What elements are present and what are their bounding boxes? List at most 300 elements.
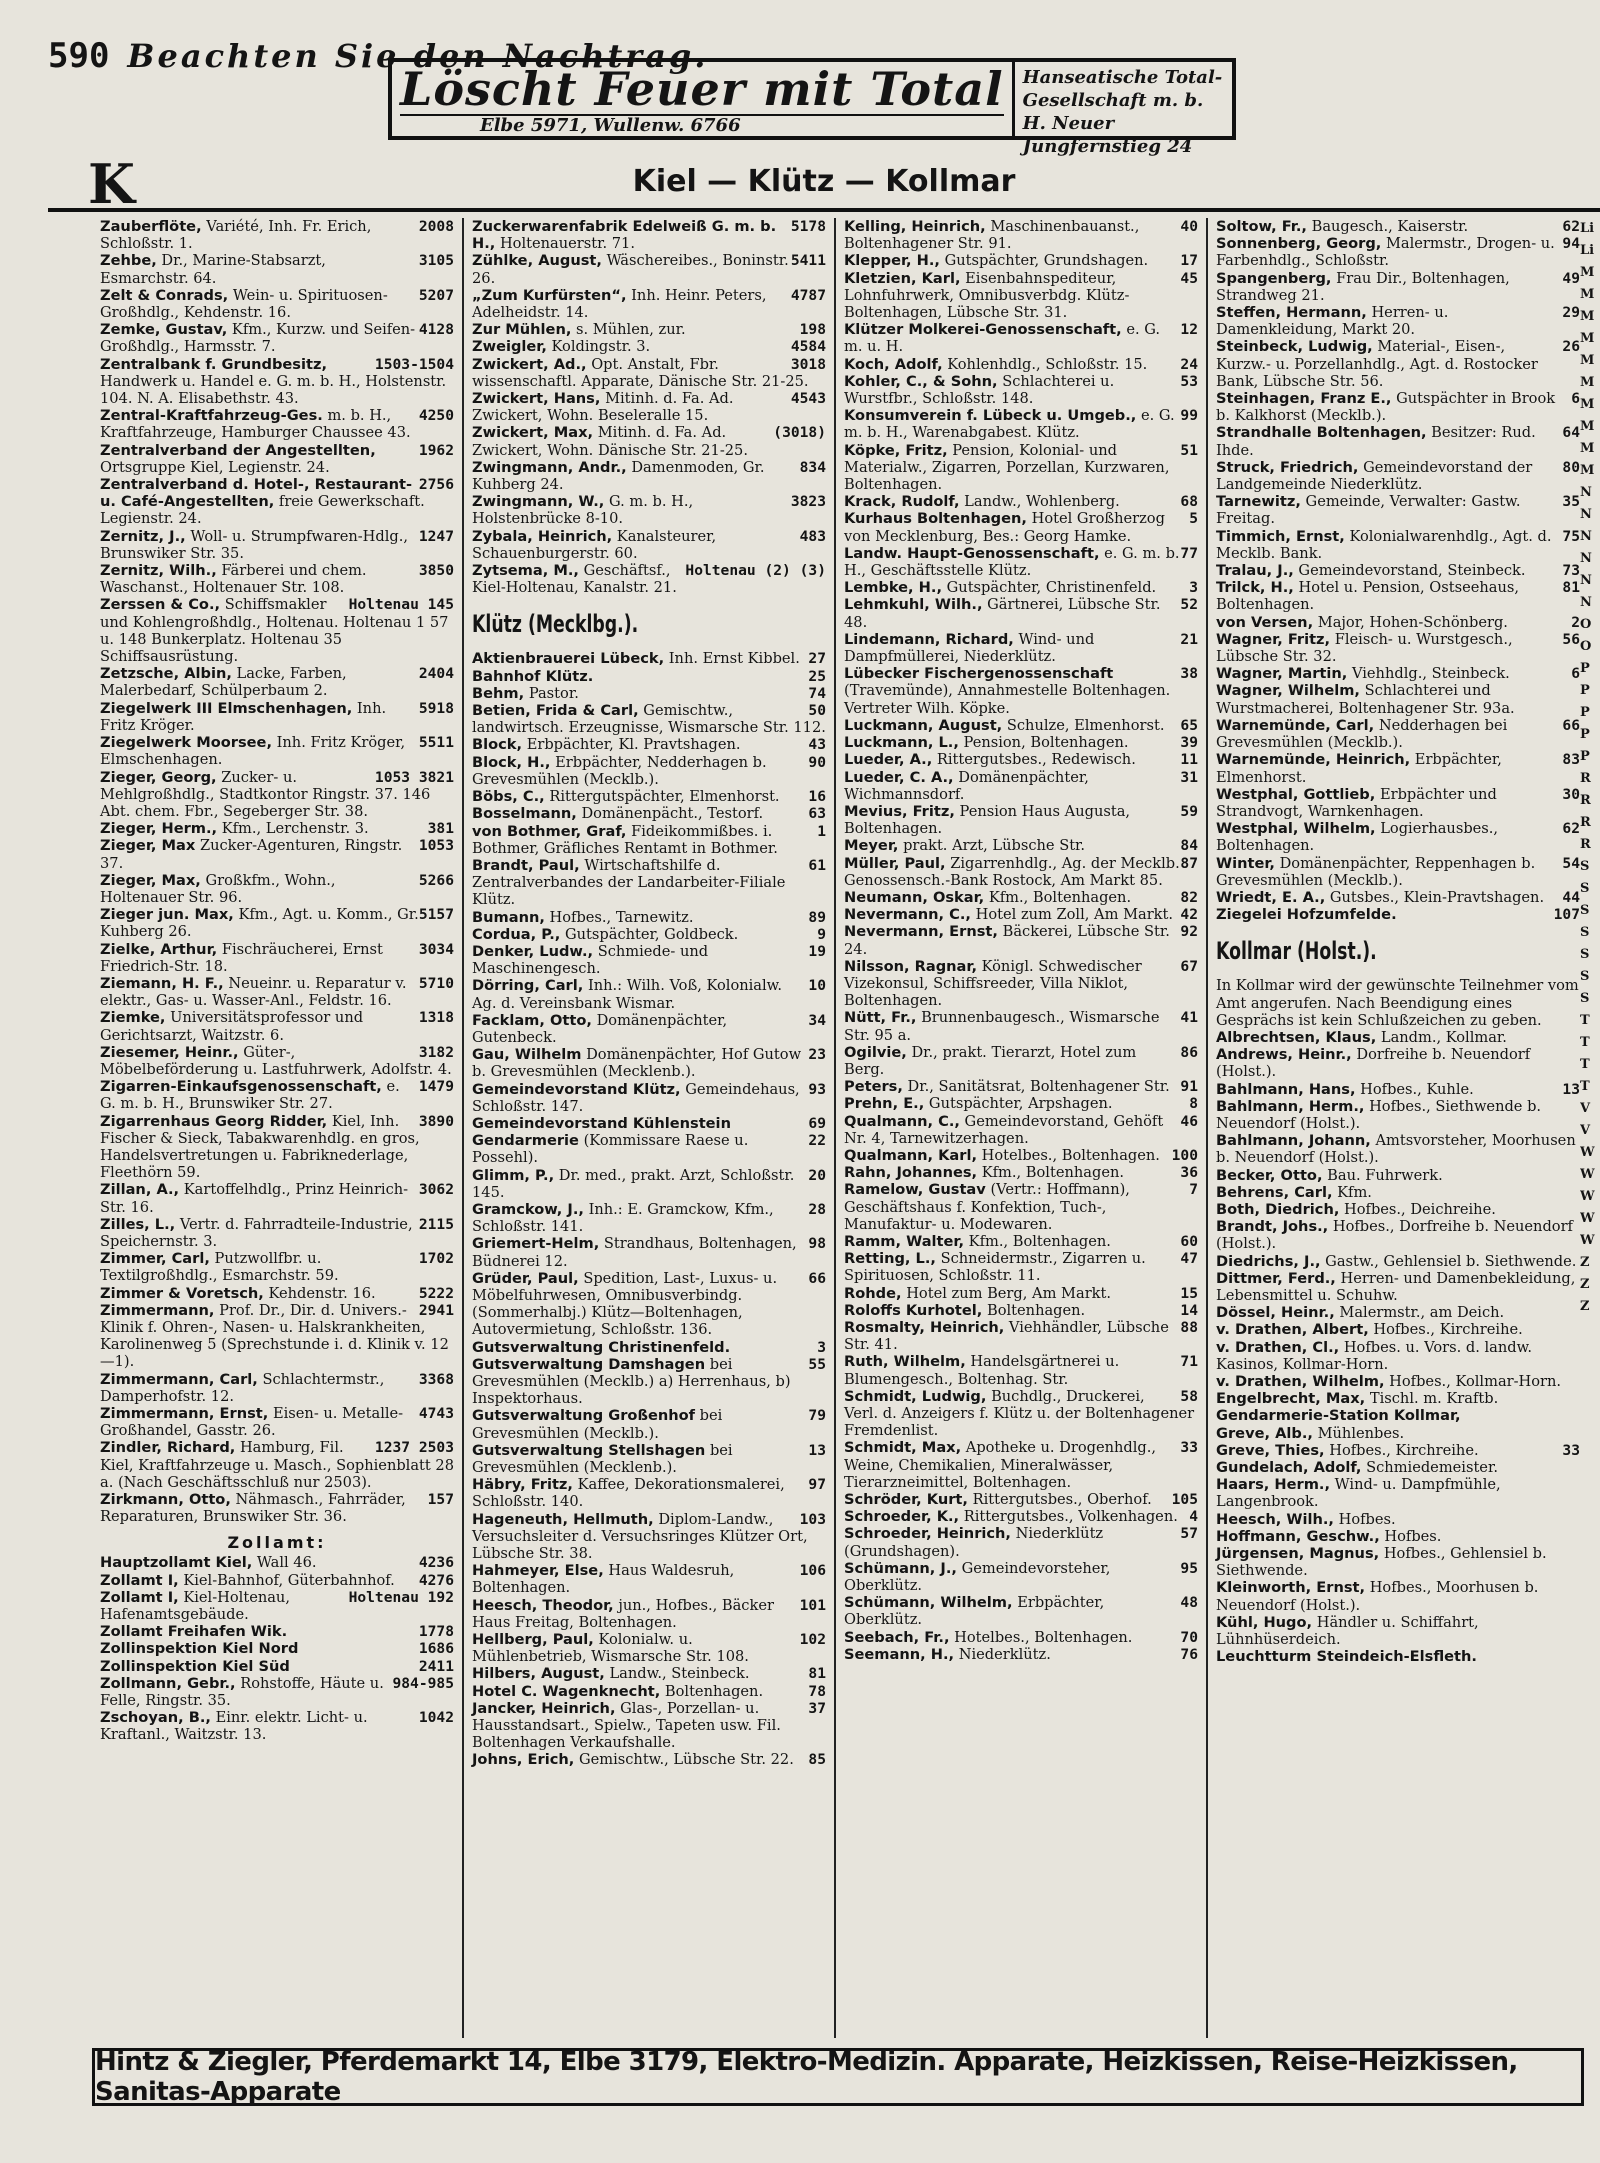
- entry-phone: 70: [1180, 1628, 1198, 1646]
- entry-detail: Wall 46.: [256, 1554, 317, 1572]
- entry-detail: jun., Hofbes., Bäcker Haus Freitag, Boltenhagen.: [472, 1596, 774, 1631]
- directory-entry: [100, 1623, 454, 1640]
- entry-detail: Inh. Heinr. Peters, Adelheidstr. 14.: [472, 286, 767, 322]
- entry-phone: 3: [817, 1338, 826, 1356]
- entry-detail: m. b. H., Kraftfahrzeuge, Hamburger Chaussee 43.: [100, 407, 411, 442]
- directory-entry: [472, 1562, 826, 1596]
- directory-entry: [100, 442, 454, 476]
- directory-entry: [472, 1235, 826, 1269]
- entry-name: Gau, Wilhelm: [472, 1046, 582, 1064]
- entry-phone: 84: [1180, 837, 1198, 855]
- advertisement-slogan: Löscht Feuer mit Total: [400, 62, 1004, 116]
- entry-phone: 4: [1189, 1508, 1198, 1526]
- entry-name: Leuchtturm Steindeich-Elsfleth.: [1216, 1648, 1477, 1666]
- entry-name: Köpke, Fritz,: [844, 441, 948, 459]
- directory-entry: [844, 923, 1198, 957]
- edge-fragment: R: [1580, 815, 1591, 830]
- entry-phone: 4276: [418, 1571, 454, 1589]
- entry-name: Gutsverwaltung Großenhof: [472, 1407, 696, 1425]
- directory-entry: [100, 1113, 454, 1182]
- edge-fragment: O: [1580, 617, 1592, 632]
- entry-detail: Dr., prakt. Tierarzt, Hotel zum Berg.: [844, 1043, 1137, 1078]
- entry-name: Bumann,: [472, 908, 545, 926]
- entry-name: Zuckerwarenfabrik Edelweiß G. m. b. H.,: [472, 218, 777, 253]
- entry-detail: Kiel-Holtenau, Hafenamtsgebäude.: [100, 1588, 290, 1624]
- directory-entry: [472, 1201, 826, 1235]
- entry-name: Zernitz, J.,: [100, 527, 186, 545]
- entry-name: Rosmalty, Heinrich,: [844, 1319, 1005, 1336]
- edge-fragment: P: [1580, 705, 1590, 720]
- footer-advertisement: Hintz & Ziegler, Pferdemarkt 14, Elbe 3179, Elektro-Medizin. Apparate, Heizkissen, Reise-Heizkissen, Sanitas-Apparate: [92, 2048, 1584, 2106]
- entry-name: Ruth, Wilhelm,: [844, 1353, 966, 1371]
- entry-phone: 5918: [418, 699, 454, 717]
- directory-entry: [100, 1285, 454, 1302]
- entry-name: v. Drathen, Cl.,: [1216, 1338, 1340, 1356]
- entry-detail: Bäckerei, Lübsche Str. 24.: [844, 923, 1170, 958]
- entry-phone: Holtenau 145: [348, 596, 454, 614]
- entry-name: Häbry, Fritz,: [472, 1476, 573, 1494]
- directory-entry: [1216, 682, 1580, 716]
- directory-entry: [1216, 889, 1580, 906]
- entry-phone: 5511: [418, 734, 454, 752]
- directory-entry: [844, 958, 1198, 1010]
- entry-detail: Eisen- u. Metalle-Großhandel, Gasstr. 26.: [100, 1405, 404, 1440]
- directory-entry: [1216, 579, 1580, 613]
- entry-phone: 59: [1180, 802, 1198, 820]
- entry-phone: 82: [1180, 888, 1198, 906]
- directory-entry: [844, 906, 1198, 923]
- entry-detail: Gastw., Gehlensiel b. Siethwende.: [1325, 1252, 1577, 1270]
- directory-entry: [472, 1631, 826, 1665]
- entry-phone: 5207: [418, 286, 454, 304]
- entry-detail: Kfm., Boltenhagen.: [968, 1232, 1111, 1250]
- entry-detail: Hofbes. u. Vors. d. landw. Kasinos, Kollmar-Horn.: [1216, 1338, 1533, 1373]
- title-row: [48, 152, 1600, 216]
- entry-detail: Gemischtw., Lübsche Str. 22.: [578, 1751, 794, 1769]
- entry-phone: 69: [808, 1114, 826, 1132]
- directory-entry: [472, 1597, 826, 1631]
- entry-phone: 62: [1562, 820, 1580, 838]
- entry-detail: Hofbes., Siethwende b. Neuendorf (Holst.).: [1216, 1097, 1542, 1132]
- directory-column-3: [836, 218, 1208, 2038]
- entry-name: Zimmer, Carl,: [100, 1250, 210, 1268]
- directory-entry: [844, 493, 1198, 510]
- entry-phone: 25: [808, 667, 826, 685]
- entry-detail: prakt. Arzt, Lübsche Str.: [903, 837, 1086, 855]
- entry-phone: 2115: [418, 1215, 454, 1233]
- entry-detail: Niederklütz.: [958, 1645, 1051, 1663]
- entry-phone: 49: [1562, 269, 1580, 287]
- entry-name: Zirkmann, Otto,: [100, 1491, 231, 1509]
- directory-entry: [844, 717, 1198, 734]
- entry-phone: 1686: [418, 1640, 454, 1658]
- entry-name: Gendarmerie-Station Kollmar,: [1216, 1407, 1461, 1425]
- entry-name: Ziemann, H. F.,: [100, 974, 224, 992]
- directory-entry: [844, 545, 1198, 579]
- entry-name: Steinbeck, Ludwig,: [1216, 338, 1373, 356]
- entry-name: Zwickert, Ad.,: [472, 355, 587, 373]
- directory-entry: [1216, 1545, 1580, 1579]
- directory-entry: [1216, 786, 1580, 820]
- directory-entry: [1216, 665, 1580, 682]
- entry-phone: 22: [808, 1132, 826, 1150]
- entry-phone: 27: [808, 650, 826, 668]
- directory-entry: [1216, 1098, 1580, 1132]
- edge-fragment: Z: [1580, 1277, 1590, 1292]
- entry-name: Böbs, C.,: [472, 788, 545, 806]
- entry-name: Brandt, Paul,: [472, 856, 580, 874]
- entry-detail: Dorfreihe b. Neuendorf (Holst.).: [1216, 1046, 1531, 1081]
- entry-detail: Zigarrenhdlg., Ag. der Mecklb. Genossensch.-Bank Rostock, Am Markt 85.: [844, 854, 1180, 889]
- entry-detail: Malermstr., am Deich.: [1339, 1304, 1505, 1322]
- entry-name: Koch, Adolf,: [844, 355, 943, 373]
- entry-phone: 381: [427, 820, 454, 838]
- entry-phone: 1237 2503: [374, 1439, 454, 1457]
- directory-entry: [472, 459, 826, 493]
- entry-detail: Schlachtermstr., Damperhofstr. 12.: [100, 1370, 385, 1405]
- entry-detail: Damenmoden, Gr. Kuhberg 24.: [472, 458, 765, 494]
- entry-detail: Kfm., Boltenhagen.: [981, 1164, 1124, 1182]
- entry-detail: Apotheke u. Drogenhdlg., Weine, Chemikalien, Mineralwässer, Tierarzneimittel, Boltenhagen.: [844, 1439, 1157, 1491]
- entry-name: Dörring, Carl,: [472, 977, 584, 995]
- entry-detail: Putzwollfbr. u. Textilgroßhdlg., Esmarchstr. 59.: [100, 1250, 339, 1285]
- entry-phone: 12: [1180, 321, 1198, 339]
- directory-entry: [472, 857, 826, 909]
- directory-entry: [844, 1302, 1198, 1319]
- entry-detail: Haus Waldesruh, Boltenhagen.: [472, 1562, 735, 1597]
- entry-name: Cordua, P.,: [472, 925, 561, 943]
- entry-phone: 24: [1180, 355, 1198, 373]
- entry-name: Zielke, Arthur,: [100, 940, 218, 958]
- directory-entry: [1216, 1407, 1580, 1424]
- directory-entry: [100, 596, 454, 665]
- entry-detail: Schlachterei u. Wurstfbr., Schloßstr. 148.: [844, 372, 1115, 408]
- entry-detail: Rittergutspächter, Elmenhorst.: [549, 788, 780, 806]
- entry-detail: Händler u. Schiffahrt, Lühnhüserdeich.: [1216, 1613, 1479, 1649]
- entry-detail: Kolonialw. u. Mühlenbetrieb, Wismarsche Str. 108.: [472, 1631, 749, 1666]
- entry-detail: Rittergutsbes., Redewisch.: [936, 751, 1136, 769]
- entry-name: Diedrichs, J.,: [1216, 1252, 1321, 1270]
- entry-phone: 87: [1180, 854, 1198, 872]
- entry-phone: 5710: [418, 974, 454, 992]
- entry-name: Gemeindevorstand Kühlenstein: [472, 1114, 731, 1132]
- entry-phone: 3850: [418, 562, 454, 580]
- directory-entry: [472, 390, 826, 424]
- edge-fragment: Li: [1580, 243, 1595, 258]
- directory-entry: [844, 1491, 1198, 1508]
- entry-detail: Lacke, Farben, Malerbedarf, Schülperbaum 2.: [100, 665, 347, 700]
- directory-entry: [1216, 493, 1580, 527]
- entry-detail: G. m. b. H., Holstenbrücke 8-10.: [472, 493, 694, 528]
- entry-name: Zieger, Herm.,: [100, 820, 218, 838]
- directory-entry: [100, 252, 454, 286]
- entry-name: Hauptzollamt Kiel,: [100, 1554, 253, 1572]
- entry-detail: e. G. m. b. H., Geschäftsstelle Klütz.: [844, 544, 1180, 580]
- entry-phone: 9: [817, 925, 826, 943]
- entry-detail: Rohstoffe, Häute u. Felle, Ringstr. 35.: [100, 1674, 384, 1710]
- entry-detail: (Travemünde), Annahmestelle Boltenhagen. Vertreter Wilh. Köpke.: [844, 682, 1171, 717]
- entry-detail: Viehhändler, Lübsche Str. 41.: [844, 1319, 1169, 1354]
- section-letter: K: [88, 152, 135, 216]
- entry-phone: 54: [1562, 854, 1580, 872]
- directory-entry: [844, 751, 1198, 768]
- edge-fragment: N: [1580, 551, 1592, 566]
- directory-entry: [1216, 338, 1580, 390]
- entry-detail: Gemeindehaus, Schloßstr. 147.: [472, 1080, 800, 1115]
- entry-phone: 15: [1180, 1284, 1198, 1302]
- entry-name: Zollamt Freihafen Wik.: [100, 1623, 288, 1641]
- entry-name: Klepper, H.,: [844, 252, 940, 270]
- entry-name: Zimmermann, Ernst,: [100, 1405, 269, 1423]
- directory-entry: [100, 1371, 454, 1405]
- entry-detail: Gemeindevorsteher, Oberklütz.: [844, 1559, 1111, 1595]
- directory-entry: [1216, 1218, 1580, 1252]
- entry-name: Andrews, Heinr.,: [1216, 1046, 1352, 1064]
- edge-fragment: N: [1580, 507, 1592, 522]
- entry-name: Wagner, Fritz,: [1216, 630, 1331, 648]
- entry-detail: e. G. m. b. H., Brunswiker Str. 27.: [100, 1078, 400, 1113]
- edge-fragment: M: [1580, 397, 1595, 412]
- entry-detail: Malermstr., Drogen- u. Farbenhdlg., Schloßstr.: [1216, 235, 1555, 270]
- entry-detail: Schmiedemeister.: [1366, 1459, 1498, 1477]
- entry-name: Zühlke, August,: [472, 252, 602, 270]
- entry-detail: Frau Dir., Boltenhagen, Strandweg 21.: [1216, 269, 1510, 304]
- section-heading: Klütz (Mecklbg.).: [472, 610, 639, 639]
- entry-phone: 4743: [418, 1405, 454, 1423]
- entry-detail: Gutspächter, Christinenfeld.: [946, 579, 1157, 597]
- directory-entry: [100, 1302, 454, 1371]
- edge-fragment: Li: [1580, 221, 1595, 236]
- directory-entry: [100, 941, 454, 975]
- entry-name: Wagner, Wilhelm,: [1216, 682, 1360, 700]
- edge-fragment: V: [1580, 1101, 1591, 1116]
- entry-name: Kurhaus Boltenhagen,: [844, 510, 1027, 528]
- edge-fragment: P: [1580, 727, 1590, 742]
- directory-columns: [92, 218, 1588, 2038]
- entry-phone: 81: [1562, 579, 1580, 597]
- directory-entry: [472, 1407, 826, 1441]
- entry-name: Greve, Thies,: [1216, 1441, 1325, 1459]
- entry-name: Timmich, Ernst,: [1216, 527, 1345, 545]
- entry-detail: Zucker- u. Mehlgroßhdlg., Stadtkontor Ringstr. 37. 146 Abt. chem. Fbr., Segeberger Str. 38.: [100, 768, 431, 820]
- directory-entry: [1216, 1304, 1580, 1321]
- edge-fragment: M: [1580, 309, 1595, 324]
- entry-phone: 88: [1180, 1319, 1198, 1336]
- entry-detail: Gemeindevorstand, Steinbeck.: [1298, 562, 1526, 580]
- entry-phone: 13: [808, 1441, 826, 1459]
- entry-phone: 71: [1180, 1353, 1198, 1371]
- entry-name: Kleinworth, Ernst,: [1216, 1579, 1366, 1597]
- directory-entry: [100, 700, 454, 734]
- directory-entry: [844, 1044, 1198, 1078]
- edge-fragment: Z: [1580, 1299, 1590, 1314]
- entry-detail: Hotel u. Pension, Ostseehaus, Boltenhagen.: [1216, 579, 1520, 614]
- entry-phone: 2941: [418, 1301, 454, 1319]
- entry-name: Schmidt, Ludwig,: [844, 1387, 987, 1405]
- entry-name: Ramelow, Gustav: [844, 1181, 986, 1199]
- entry-detail: Hofbes., Dorfreihe b. Neuendorf (Holst.).: [1216, 1218, 1573, 1253]
- directory-entry: [1216, 717, 1580, 751]
- entry-detail: Logierhausbes., Boltenhagen.: [1216, 820, 1499, 855]
- entry-name: Zentral-Kraftfahrzeug-Ges.: [100, 407, 323, 425]
- entry-name: Heesch, Theodor,: [472, 1596, 614, 1614]
- entry-name: Zieger jun. Max,: [100, 906, 234, 924]
- entry-name: Ziegelei Hofzumfelde.: [1216, 906, 1397, 924]
- entry-phone: 5411: [790, 252, 826, 270]
- entry-name: Warnemünde, Carl,: [1216, 716, 1375, 734]
- entry-name: Steffen, Hermann,: [1216, 304, 1367, 322]
- entry-name: Zieger, Georg,: [100, 768, 217, 786]
- directory-entry: [844, 356, 1198, 373]
- entry-phone: 73: [1562, 562, 1580, 580]
- directory-entry: [1216, 1167, 1580, 1184]
- directory-entry: [1216, 1579, 1580, 1613]
- entry-name: Zollmann, Gebr.,: [100, 1674, 236, 1692]
- entry-phone: 38: [1180, 665, 1198, 683]
- directory-entry: [1216, 1270, 1580, 1304]
- entry-name: Gundelach, Adolf,: [1216, 1459, 1362, 1477]
- entry-phone: 76: [1180, 1645, 1198, 1663]
- entry-phone: 3018: [790, 355, 826, 373]
- entry-detail: Erbpächter, Nedderhagen b. Grevesmühlen (Mecklb.).: [472, 753, 767, 788]
- directory-entry: [1216, 1442, 1580, 1459]
- entry-phone: 4543: [790, 390, 826, 408]
- next-page-edge-strip: [1580, 218, 1600, 2058]
- entry-phone: 68: [1180, 493, 1198, 511]
- entry-name: Landw. Haupt-Genossenschaft,: [844, 544, 1100, 562]
- entry-name: Trilck, H.,: [1216, 579, 1294, 597]
- directory-entry: [472, 1167, 826, 1201]
- entry-name: Brandt, Johs.,: [1216, 1218, 1329, 1236]
- directory-entry: [472, 218, 826, 252]
- directory-entry: [1216, 304, 1580, 338]
- advertisement-phones: Elbe 5971, Wullenw. 6766: [400, 114, 1004, 136]
- entry-name: Nütt, Fr.,: [844, 1009, 917, 1027]
- directory-entry: [472, 685, 826, 702]
- entry-detail: Landm., Kollmar.: [1380, 1028, 1507, 1046]
- directory-entry: [100, 872, 454, 906]
- directory-entry: [100, 1572, 454, 1589]
- entry-detail: Handwerk u. Handel e. G. m. b. H., Holstenstr. 104. N. A. Elisabethstr. 43.: [100, 372, 447, 408]
- entry-detail: s. Mühlen, zur.: [576, 321, 686, 339]
- directory-entry: [1216, 1046, 1580, 1080]
- entry-name: Kletzien, Karl,: [844, 269, 961, 287]
- entry-phone: 106: [799, 1562, 826, 1580]
- entry-phone: 6: [1571, 665, 1580, 683]
- entry-phone: 2008: [418, 218, 454, 235]
- entry-name: Krack, Rudolf,: [844, 493, 960, 511]
- entry-detail: Kolonialwarenhdlg., Agt. d. Mecklb. Bank.: [1216, 527, 1552, 562]
- entry-phone: 3182: [418, 1043, 454, 1061]
- directory-entry: [844, 579, 1198, 596]
- entry-detail: Maschinenbauanst., Boltenhagener Str. 91.: [844, 218, 1140, 253]
- entry-detail: Hofbes., Kirchreihe.: [1373, 1321, 1523, 1339]
- directory-entry: [844, 407, 1198, 441]
- directory-entry: [844, 734, 1198, 751]
- entry-phone: 40: [1180, 218, 1198, 235]
- entry-name: Zwickert, Max,: [472, 424, 594, 442]
- directory-entry: [844, 1285, 1198, 1302]
- edge-fragment: S: [1580, 859, 1590, 874]
- entry-phone: 53: [1180, 372, 1198, 390]
- directory-entry: [472, 252, 826, 286]
- directory-entry: [844, 769, 1198, 803]
- entry-detail: Rittergutsbes., Oberhof.: [972, 1491, 1152, 1509]
- entry-phone: 66: [808, 1269, 826, 1287]
- directory-entry: [1216, 1528, 1580, 1545]
- entry-detail: Dr., Marine-Stabsarzt, Esmarchstr. 64.: [100, 252, 326, 287]
- entry-phone: 1503-1504: [374, 355, 454, 373]
- entry-phone: 33: [1180, 1439, 1198, 1457]
- directory-entry: [472, 1270, 826, 1339]
- entry-name: Schroeder, K.,: [844, 1508, 960, 1526]
- entry-name: v. Drathen, Wilhelm,: [1216, 1373, 1385, 1390]
- directory-entry: [1216, 855, 1580, 889]
- directory-entry: [472, 1081, 826, 1115]
- entry-detail: Pastor.: [528, 684, 579, 702]
- entry-phone: 4250: [418, 407, 454, 425]
- entry-detail: Wirtschaftshilfe d. Zentralverbandes der Landarbeiter-Filiale Klütz.: [472, 856, 786, 909]
- entry-detail: Kartoffelhdlg., Prinz Heinrich-Str. 16.: [100, 1181, 409, 1216]
- directory-entry: [472, 424, 826, 458]
- directory-entry: [100, 1675, 454, 1709]
- entry-detail: Boltenhagen.: [987, 1301, 1086, 1319]
- entry-detail: Opt. Anstalt, Fbr. wissenschaftl. Apparate, Dänische Str. 21-25.: [472, 355, 809, 390]
- entry-detail: Mitinh. d. Fa. Ad. Zwickert, Wohn. Beseleralle 15.: [472, 390, 734, 425]
- directory-entry: [1216, 218, 1580, 235]
- entry-name: Zytsema, M.,: [472, 562, 579, 580]
- directory-entry: [472, 736, 826, 753]
- directory-entry: [1216, 235, 1580, 269]
- entry-phone: 33: [1562, 1441, 1580, 1459]
- directory-entry: [472, 909, 826, 926]
- entry-name: Zollinspektion Kiel Süd: [100, 1657, 290, 1675]
- entry-name: Greve, Alb.,: [1216, 1424, 1313, 1442]
- entry-detail: Gemeinde, Verwalter: Gastw. Freitag.: [1216, 493, 1521, 528]
- entry-name: Mevius, Fritz,: [844, 802, 955, 820]
- entry-name: Gutsverwaltung Damshagen: [472, 1355, 706, 1373]
- entry-detail: Kiel-Bahnhof, Güterbahnhof.: [183, 1571, 395, 1589]
- entry-detail: Dr., Sanitätsrat, Boltenhagener Str.: [907, 1078, 1170, 1096]
- entry-name: Ziesemer, Heinr.,: [100, 1043, 239, 1061]
- entry-detail: Universitätsprofessor und Gerichtsarzt, Waitzstr. 6.: [100, 1009, 364, 1044]
- entry-detail: Niederklütz (Grundshagen).: [844, 1525, 1104, 1560]
- directory-entry: [472, 356, 826, 390]
- entry-phone: 1962: [418, 441, 454, 459]
- entry-name: Zollamt I,: [100, 1571, 179, 1589]
- entry-name: Qualmann, C.,: [844, 1112, 960, 1130]
- directory-entry: [844, 1319, 1198, 1353]
- directory-entry: [100, 528, 454, 562]
- directory-entry: [100, 769, 454, 821]
- entry-name: Dössel, Heinr.,: [1216, 1304, 1335, 1322]
- entry-phone: 3: [1189, 579, 1198, 597]
- directory-entry: [100, 1709, 454, 1743]
- entry-phone: 3823: [790, 493, 826, 511]
- entry-name: Zillan, A.,: [100, 1181, 180, 1199]
- entry-name: Bahlmann, Johann,: [1216, 1132, 1371, 1150]
- entry-phone: 66: [1562, 716, 1580, 734]
- entry-detail: Besitzer: Rud. Ihde.: [1216, 424, 1536, 459]
- entry-phone: 1042: [418, 1709, 454, 1727]
- edge-fragment: M: [1580, 419, 1595, 434]
- edge-fragment: R: [1580, 837, 1591, 852]
- entry-name: Ziegelwerk III Elmschenhagen,: [100, 699, 353, 717]
- entry-phone: 80: [1562, 458, 1580, 476]
- directory-entry: [844, 665, 1198, 717]
- entry-name: Zschoyan, B.,: [100, 1709, 211, 1727]
- directory-entry: [472, 338, 826, 355]
